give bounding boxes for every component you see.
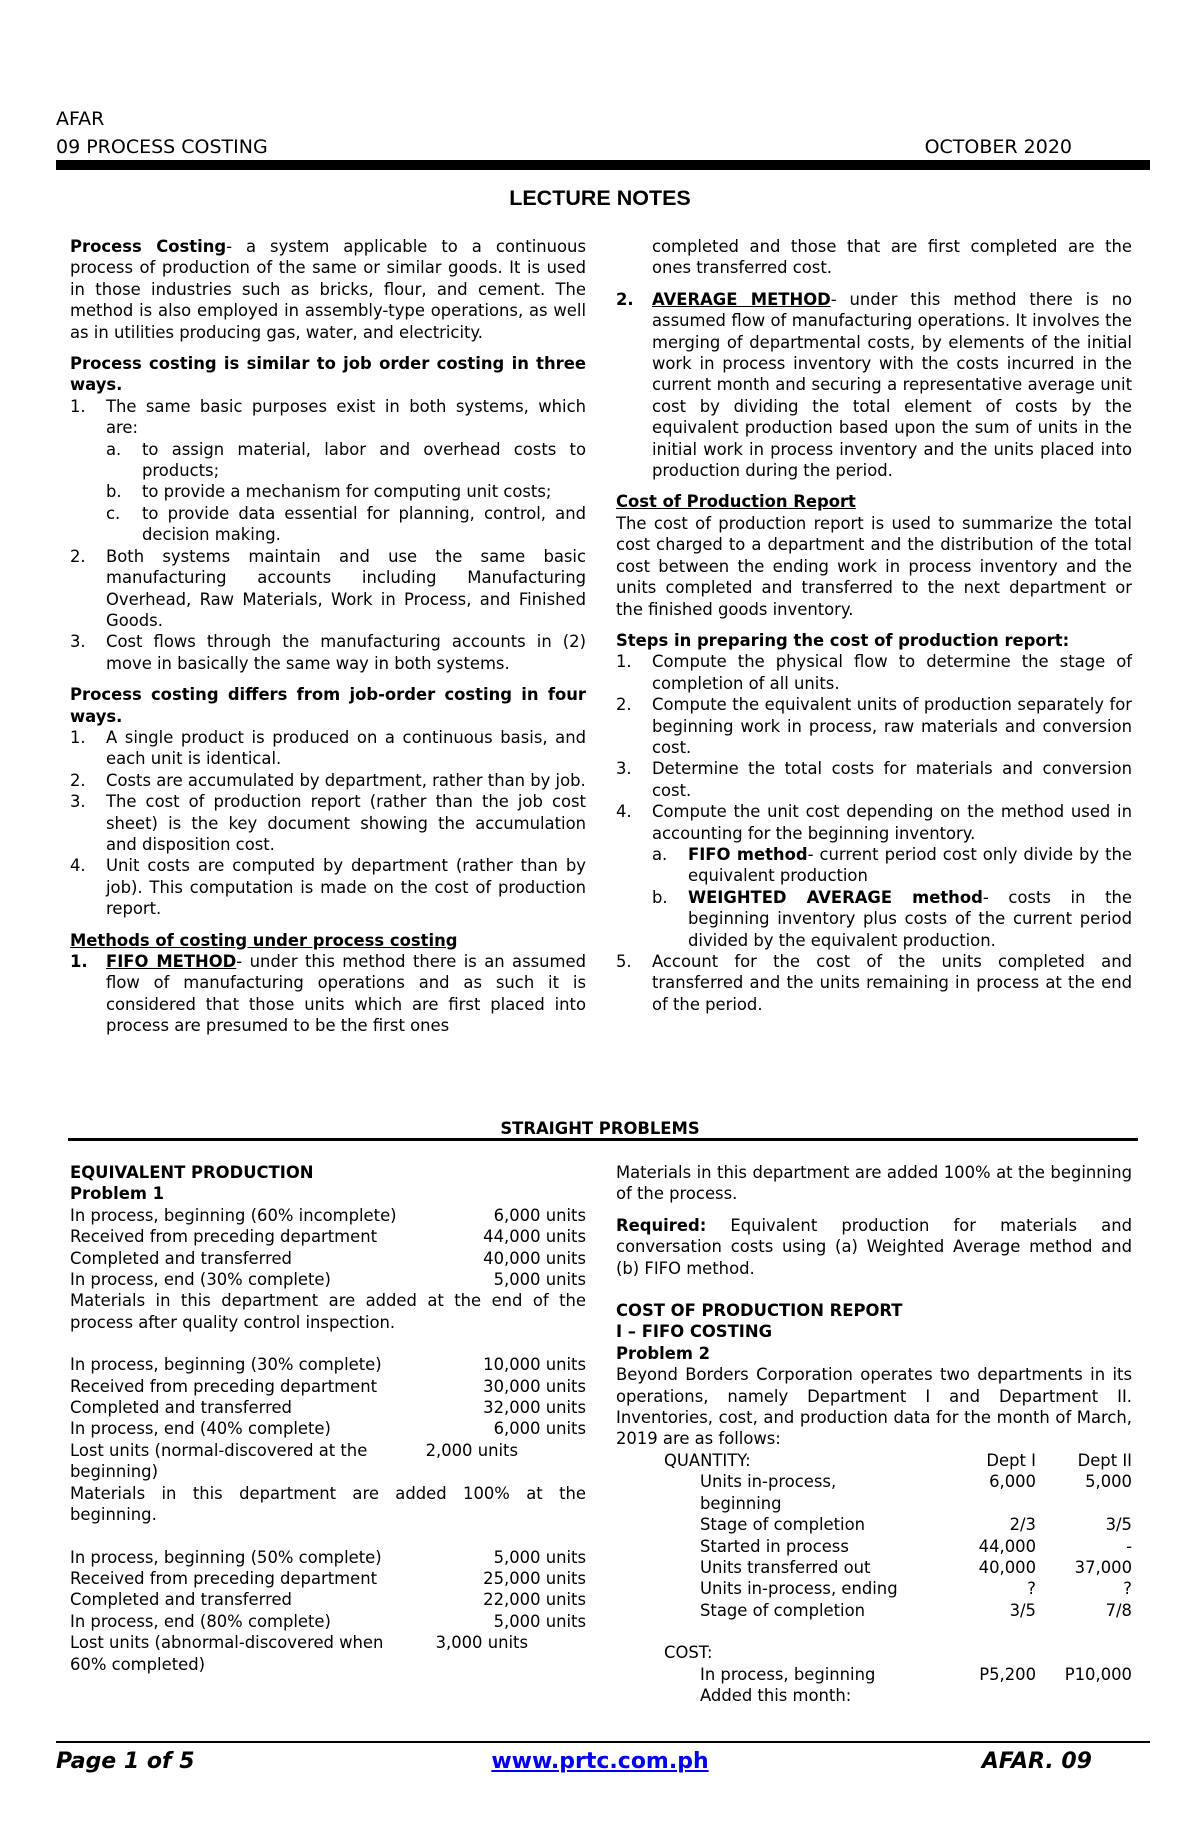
average-term: AVERAGE METHOD	[652, 289, 831, 309]
problem-1-block-3	[70, 1547, 586, 1675]
intro-term: Process Costing	[70, 237, 227, 256]
sub-item: b. WEIGHTED AVERAGE method- costs in the beginning inventory plus costs of the current period divided by the equivalent production.	[652, 887, 1132, 950]
list-item: 1. The same basic purposes exist in both systems, which are:	[70, 396, 586, 438]
fifo-method-item: 1. FIFO METHOD- under this method there is an assumed flow of manufacturing operations and as such it is considered that those units which are first placed into process are presumed to be the first ones	[70, 952, 586, 1036]
table-row: Stage of completion 2/3 3/5	[700, 1515, 1132, 1535]
problem-2-heading: Problem 2	[616, 1343, 711, 1363]
sub-item: a. FIFO method- current period cost only divide by the equivalent production	[652, 844, 1133, 886]
list-item: 4. Unit costs are computed by department (rather than by job). This computation is made on the cost of production report.	[70, 856, 586, 919]
list-item: 5. Account for the cost of the units completed and transferred and the units remaining in process at the end of the period.	[616, 952, 1132, 1014]
list-item: 1. Compute the physical flow to determine the stage of completion of all units.	[616, 652, 1132, 693]
fifo-term: FIFO METHOD	[106, 952, 237, 971]
data-row: In process, end (80% complete) 5,000 units	[70, 1611, 586, 1631]
average-method-item: 2. AVERAGE METHOD- under this method there is no assumed flow of manufacturing operations. It involves the merging of departmental costs, by elements of the initial work in process inventory with the costs incurred in the current month and securing a representative average unit cost by dividing the total element of costs by the equivalent production based upon the sum of units in the initial work in process inventory and the units placed into production during the period.	[616, 289, 1132, 481]
header-topic: 09 PROCESS COSTING	[56, 136, 268, 158]
cpr-paragraph: The cost of production report is used to summarize the total cost charged to a department and the distribution of the total cost between the ending work in process inventory and the units completed and transferred to the next department or the finished goods inventory.	[616, 513, 1132, 619]
steps-list	[616, 651, 1132, 1015]
problem-2-table	[616, 1450, 1132, 1706]
differs-heading: Process costing differs from job-order costing in four ways.	[70, 685, 586, 726]
notes-left-column	[70, 236, 586, 1037]
methods-heading: Methods of costing under process costing	[70, 930, 458, 950]
footer-rule	[56, 1741, 1150, 1743]
fifo-continued: completed and those that are first completed are the ones transferred cost.	[652, 237, 1132, 278]
problems-right-column	[616, 1162, 1132, 1706]
data-row: In process, beginning (30% complete) 10,000 units	[70, 1355, 586, 1375]
data-row: Received from preceding department 25,000 units	[70, 1568, 586, 1588]
list-item: 3. Determine the total costs for materials and conversion cost.	[616, 759, 1132, 800]
table-row: Added this month:	[700, 1685, 852, 1705]
problems-left-column	[70, 1162, 586, 1675]
sub-item: c. to provide data essential for planning, control, and decision making.	[106, 503, 586, 545]
data-row: In process, beginning (50% complete) 5,000 units	[70, 1547, 586, 1567]
data-row: Lost units (abnormal-discovered when 60% completed) 3,000 units	[70, 1633, 528, 1674]
steps-heading: Steps in preparing the cost of production report:	[616, 630, 1070, 650]
block-2-note: Materials in this department are added 100% at the beginning.	[70, 1483, 586, 1525]
header-rule	[56, 160, 1150, 170]
table-row: Units in-process, ending ? ?	[700, 1579, 1132, 1599]
table-row: Units transferred out 40,000 37,000	[700, 1557, 1132, 1577]
list-item: 2. Both systems maintain and use the same basic manufacturing accounts including Manufacturing Overhead, Raw Materials, Work in Process, and Finished Goods.	[70, 546, 586, 630]
header-subject: AFAR	[56, 108, 105, 130]
table-row: Started in process 44,000 -	[700, 1536, 1132, 1556]
list-item: 3. The cost of production report (rather than the job cost sheet) is the key document showing the accumulation and disposition cost.	[70, 792, 586, 854]
list-item: 4. Compute the unit cost depending on the method used in accounting for the beginning inventory.	[616, 802, 1132, 843]
data-row: Received from preceding department 30,000 units	[70, 1376, 586, 1396]
equivalent-production-heading: EQUIVALENT PRODUCTION	[70, 1163, 314, 1182]
list-item: 3. Cost flows through the manufacturing accounts in (2) move in basically the same way in both systems.	[70, 632, 586, 673]
table-row: In process, beginning P5,200 P10,000	[700, 1664, 1132, 1684]
page-number: Page 1 of 5	[56, 1749, 195, 1774]
data-row: Received from preceding department 44,000 units	[70, 1227, 586, 1247]
website-link[interactable]: www.prtc.com.ph	[491, 1749, 709, 1774]
list-item: 2. Compute the equivalent units of production separately for beginning work in process, raw materials and conversion cost.	[616, 695, 1132, 757]
fifo-costing-heading: I – FIFO COSTING	[616, 1322, 773, 1342]
intro-paragraph	[70, 236, 586, 343]
notes-right-column	[616, 236, 1132, 1015]
table-row: Stage of completion 3/5 7/8	[700, 1600, 1132, 1620]
required-paragraph: Required: Equivalent production for materials and conversation costs using (a) Weighted Average method and (b) FIFO method.	[616, 1215, 1132, 1278]
block-3-note: Materials in this department are added 100% at the beginning of the process.	[616, 1163, 1132, 1204]
data-row: Completed and transferred 22,000 units	[70, 1590, 586, 1610]
problem-1-block-2	[70, 1354, 586, 1482]
required-label: Required:	[616, 1215, 707, 1235]
differs-list	[70, 727, 586, 920]
similar-list	[70, 396, 586, 674]
data-row: In process, end (40% complete) 6,000 units	[70, 1419, 586, 1439]
sub-item: a. to assign material, labor and overhead costs to products;	[106, 439, 586, 481]
list-item: 2. Costs are accumulated by department, rather than by job.	[70, 770, 586, 790]
similar-heading: Process costing is similar to job order costing in three ways.	[70, 354, 586, 395]
data-row: Completed and transferred 32,000 units	[70, 1398, 586, 1418]
problem-1-block-1	[70, 1205, 586, 1291]
cpr-heading: Cost of Production Report	[616, 492, 856, 512]
cpr-section-heading: COST OF PRODUCTION REPORT	[616, 1301, 903, 1321]
header-date: OCTOBER 2020	[924, 136, 1072, 158]
document-code: AFAR. 09	[981, 1749, 1092, 1774]
data-row: In process, beginning (60% incomplete) 6,000 units	[70, 1205, 586, 1225]
table-header-row: QUANTITY: Dept I Dept II	[664, 1450, 1132, 1470]
sub-item: b. to provide a mechanism for computing unit costs;	[106, 482, 552, 502]
cost-label-row: COST:	[664, 1643, 713, 1663]
list-item: 1. A single product is produced on a continuous basis, and each unit is identical.	[70, 727, 586, 769]
block-1-note: Materials in this department are added at the end of the process after quality control inspection.	[70, 1291, 586, 1332]
table-row: Units in-process, beginning 6,000 5,000	[700, 1472, 1132, 1513]
data-row: Lost units (normal-discovered at the beginning) 2,000 units	[70, 1440, 518, 1482]
section-rule	[68, 1138, 1138, 1141]
data-row: Completed and transferred 40,000 units	[70, 1248, 586, 1268]
page-title: LECTURE NOTES	[509, 186, 691, 210]
problem-2-text: Beyond Borders Corporation operates two departments in its operations, namely Department I and Department II. Inventories, cost, and production data for the month of March, 2019 are as follows:	[616, 1365, 1132, 1449]
problem-1-heading: Problem 1	[70, 1184, 165, 1204]
straight-problems-heading: STRAIGHT PROBLEMS	[500, 1119, 700, 1138]
data-row: In process, end (30% complete) 5,000 units	[70, 1270, 586, 1290]
intro-text: - a system applicable to a continuous process of production of the same or similar goods. It is used in those industries such as bricks, flour, and cement. The method is also employed in assembly-type operations, as well as in utilities producing gas, water, and electricity.	[70, 237, 586, 342]
